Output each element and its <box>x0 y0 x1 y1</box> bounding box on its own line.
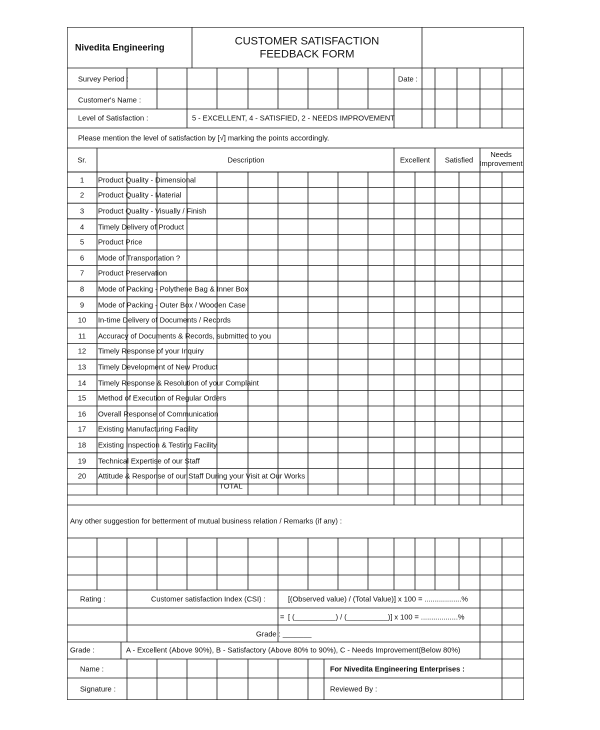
item-description: Technical Expertise of our Staff <box>98 455 200 465</box>
item-description: Timely Delivery of Product <box>98 221 184 231</box>
item-number: 5 <box>79 237 85 247</box>
item-number: 18 <box>77 440 87 450</box>
feedback-form <box>67 27 524 700</box>
col-needs-improvement: Needs Improvement <box>479 150 523 168</box>
csi-label: Customer satisfaction Index (CSI) : <box>151 594 266 604</box>
customer-name-label: Customer's Name : <box>78 95 142 105</box>
col-sr: Sr. <box>77 155 87 165</box>
form-title: CUSTOMER SATISFACTION FEEDBACK FORM <box>234 35 380 60</box>
item-number: 6 <box>79 253 85 263</box>
item-description: Timely Response of your Inquiry <box>98 346 204 356</box>
item-description: Product Quality - Visually / Finish <box>98 206 207 216</box>
item-number: 14 <box>77 377 87 387</box>
item-number: 19 <box>77 455 87 465</box>
item-number: 3 <box>79 206 85 216</box>
col-satisfied: Satisfied <box>444 155 474 165</box>
item-description: Existing Inspection & Testing Facility <box>98 440 217 450</box>
item-description: Product Preservation <box>98 268 168 278</box>
item-description: Mode of Transportation ? <box>98 253 181 263</box>
item-number: 7 <box>79 268 85 278</box>
item-number: 1 <box>79 175 85 185</box>
name-label: Name : <box>80 664 104 674</box>
csi-formula: [(Observed value) / (Total Value)] x 100 = ..................% <box>288 594 468 604</box>
item-description: Overall Response of Communication <box>98 409 219 419</box>
item-number: 11 <box>78 331 86 341</box>
item-description: Timely Development of New Product <box>98 362 218 372</box>
item-description: Existing Manufacturing Facility <box>98 424 198 434</box>
item-number: 9 <box>79 299 85 309</box>
item-description: Product Quality - Material <box>98 190 182 200</box>
level-scale: 5 - EXCELLENT, 4 - SATISFIED, 2 - NEEDS IMPROVEMENT <box>192 113 395 123</box>
item-number: 17 <box>77 424 87 434</box>
item-number: 10 <box>77 315 87 325</box>
reviewed-by-label: Reviewed By : <box>330 684 378 694</box>
item-number: 8 <box>79 284 85 294</box>
grade-label: Grade : <box>70 645 95 655</box>
item-number: 12 <box>77 346 87 356</box>
item-number: 16 <box>77 409 87 419</box>
company-name: Nivedita Engineering <box>75 42 165 53</box>
item-description: In-time Delivery of Documents / Records <box>98 315 231 325</box>
csi-blank-formula: [ (__________) / (__________)] x 100 = ..................% <box>288 612 465 622</box>
col-description: Description <box>227 155 265 165</box>
item-number: 2 <box>79 190 85 200</box>
item-number: 15 <box>77 393 87 403</box>
item-description: Mode of Packing - Polythene Bag & Inner Box <box>98 284 249 294</box>
signature-label: Signature : <box>80 684 116 694</box>
total-label: TOTAL <box>219 481 243 491</box>
item-number: 20 <box>77 471 87 481</box>
level-label: Level of Satisfaction : <box>78 113 149 123</box>
item-description: Mode of Packing - Outer Box / Wooden Case <box>98 299 246 309</box>
item-description: Product Quality - Dimensional <box>98 175 196 185</box>
item-description: Accuracy of Documents & Records, submitted to you <box>98 331 271 341</box>
grade-blank: Grade : _______ <box>256 629 312 639</box>
survey-period-label: Survey Period : <box>78 74 129 84</box>
item-description: Attitude & Response of our Staff During your Visit at Our Works <box>98 471 306 481</box>
item-description: Timely Response & Resolution of your Complaint <box>98 377 259 387</box>
rating-label: Rating : <box>80 594 106 604</box>
suggestion-label: Any other suggestion for betterment of mutual business relation / Remarks (if any) : <box>70 516 342 526</box>
date-label: Date : <box>398 74 418 84</box>
item-number: 13 <box>77 362 87 372</box>
item-number: 4 <box>79 221 85 231</box>
item-description: Product Price <box>98 237 143 247</box>
col-excellent: Excellent <box>400 155 430 165</box>
instruction-text: Please mention the level of satisfaction by [√] marking the points accordingly. <box>78 133 330 143</box>
item-description: Method of Execution of Regular Orders <box>98 393 227 403</box>
grade-scale: A - Excellent (Above 90%), B - Satisfactory (Above 80% to 90%), C - Needs Improvement(Below 80%) <box>126 645 461 655</box>
csi-equals: = <box>280 612 285 622</box>
for-company-label: For Nivedita Engineering Enterprises : <box>330 664 465 674</box>
